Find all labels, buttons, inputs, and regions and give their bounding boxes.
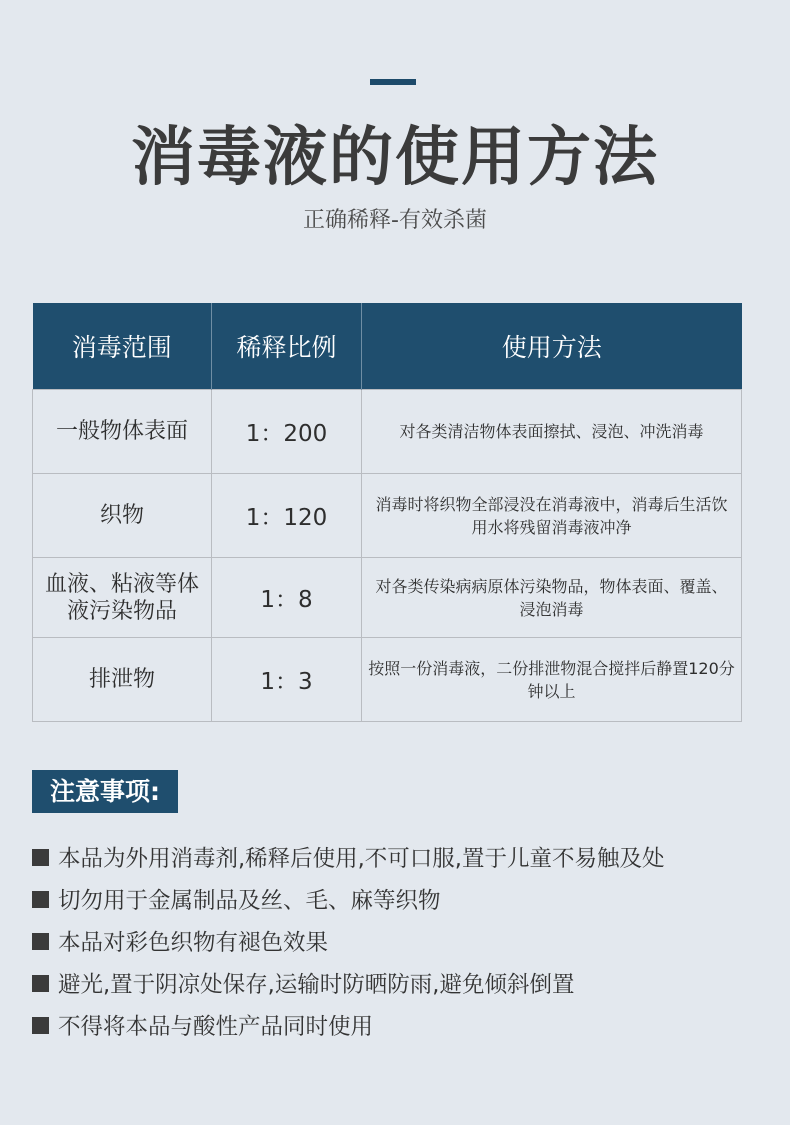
page-title: 消毒液的使用方法 xyxy=(131,121,659,195)
square-bullet-icon xyxy=(32,1017,49,1034)
cell-ratio: 1：3 xyxy=(212,638,362,722)
cell-scope: 一般物体表面 xyxy=(33,390,212,474)
column-header-method: 使用方法 xyxy=(362,303,742,390)
cell-ratio: 1：8 xyxy=(212,558,362,638)
cell-ratio: 1：200 xyxy=(212,390,362,474)
list-item xyxy=(32,920,772,962)
page-subtitle: 正确稀释-有效杀菌 xyxy=(303,208,487,233)
list-item xyxy=(32,1004,772,1046)
square-bullet-icon xyxy=(32,891,49,908)
cell-scope: 织物 xyxy=(33,474,212,558)
cell-method: 对各类清洁物体表面擦拭、浸泡、冲洗消毒 xyxy=(362,390,742,474)
square-bullet-icon xyxy=(32,849,49,866)
notes-title: 注意事项: xyxy=(32,770,178,813)
cell-ratio: 1：120 xyxy=(212,474,362,558)
table-row xyxy=(33,390,742,474)
notes-list xyxy=(32,836,772,1046)
note-text: 本品对彩色织物有褪色效果 xyxy=(58,930,329,956)
column-header-ratio: 稀释比例 xyxy=(212,303,362,390)
list-item xyxy=(32,836,772,878)
cell-method: 消毒时将织物全部浸没在消毒液中，消毒后生活饮用水将残留消毒液冲净 xyxy=(362,474,742,558)
square-bullet-icon xyxy=(32,933,49,950)
cell-method: 对各类传染病病原体污染物品，物体表面、覆盖、浸泡消毒 xyxy=(362,558,742,638)
note-text: 本品为外用消毒剂,稀释后使用,不可口服,置于儿童不易触及处 xyxy=(58,846,665,872)
table-row xyxy=(33,558,742,638)
column-header-scope: 消毒范围 xyxy=(33,303,212,390)
cell-scope: 排泄物 xyxy=(33,638,212,722)
accent-bar xyxy=(370,79,416,85)
note-text: 不得将本品与酸性产品同时使用 xyxy=(58,1014,374,1040)
table-row xyxy=(33,638,742,722)
square-bullet-icon xyxy=(32,975,49,992)
list-item xyxy=(32,962,772,1004)
list-item xyxy=(32,878,772,920)
table-header-row xyxy=(33,303,742,390)
cell-method: 按照一份消毒液，二份排泄物混合搅拌后静置120分钟以上 xyxy=(362,638,742,722)
note-text: 切勿用于金属制品及丝、毛、麻等织物 xyxy=(58,888,441,914)
table-row xyxy=(33,474,742,558)
note-text: 避光,置于阴凉处保存,运输时防晒防雨,避免倾斜倒置 xyxy=(58,972,575,998)
usage-table xyxy=(32,303,742,722)
cell-scope: 血液、粘液等体液污染物品 xyxy=(33,558,212,638)
